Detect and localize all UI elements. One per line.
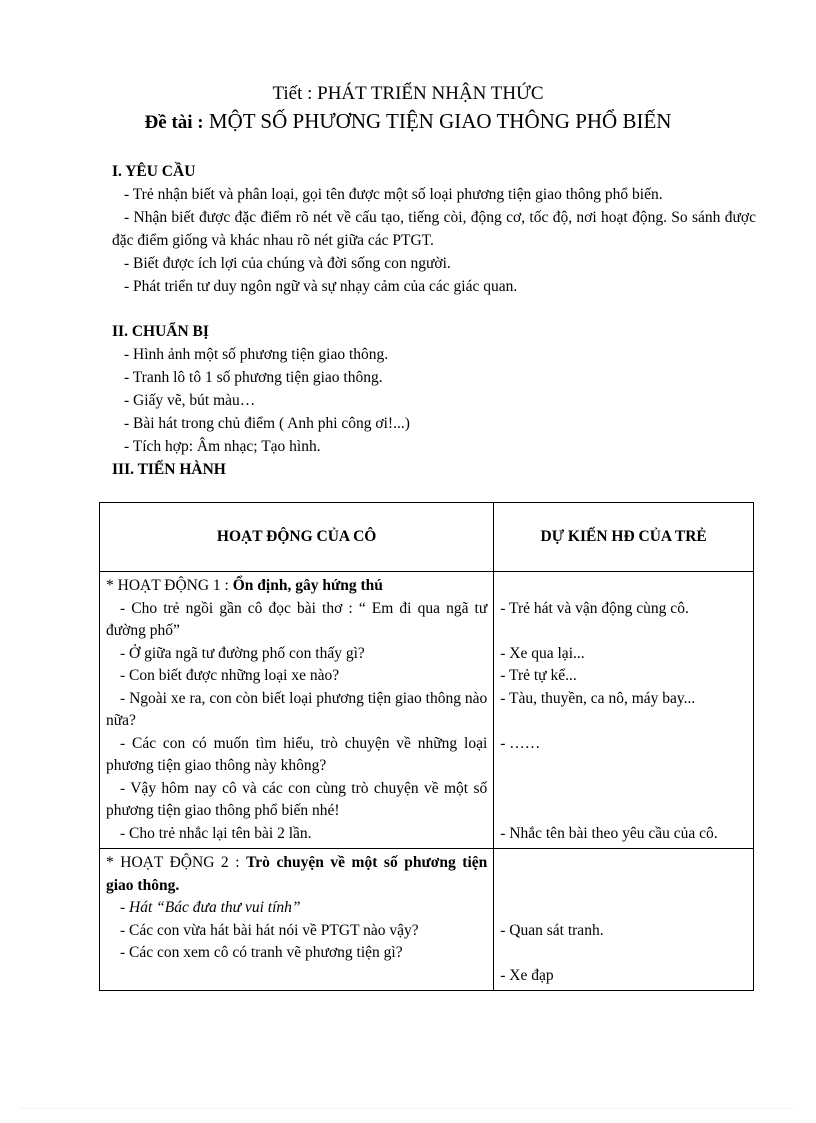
list-item: - Trẻ tự kể...	[500, 667, 577, 684]
section-heading: I. YÊU CẦU	[112, 163, 196, 180]
list-item: - Con biết được những loại xe nào?	[120, 667, 340, 684]
list-item: - Nhận biết được đặc điểm rõ nét về cấu tạo, tiếng còi, động cơ, tốc độ, nơi hoạt động. So sánh được đặc điểm giống và khác nhau rõ nét giữa các PTGT.	[112, 209, 756, 249]
list-item: - Hình ảnh một số phương tiện giao thông.	[124, 346, 389, 363]
column-header-children: DỰ KIẾN HĐ CỦA TRẺ	[494, 503, 754, 572]
activity2-children-cell	[494, 849, 754, 991]
lesson-plan-table	[99, 502, 754, 991]
list-item: - Tàu, thuyền, ca nô, máy bay...	[500, 689, 696, 707]
table-header-row	[100, 503, 754, 572]
activity1-teacher-cell	[100, 572, 494, 849]
list-item: - Xe qua lại...	[500, 644, 585, 662]
activity1-children-cell	[494, 572, 754, 849]
activity2-teacher-cell	[100, 849, 494, 991]
section-requirements	[112, 160, 756, 298]
list-item: - Các con vừa hát bài hát nói về PTGT nào vậy?	[120, 921, 419, 939]
page-edge	[20, 1108, 796, 1109]
section-preparation	[112, 320, 756, 481]
topic-name: MỘT SỐ PHƯƠNG TIỆN GIAO THÔNG PHỔ BIẾN	[208, 109, 672, 133]
list-item: - Các con có muốn tìm hiểu, trò chuyện về những loại phương tiện giao thông này không?	[106, 734, 488, 774]
table-row	[100, 572, 754, 849]
topic-prefix: Đề tài :	[144, 112, 204, 133]
section-heading: II. CHUẨN BỊ	[112, 323, 209, 340]
list-item: - Tích hợp: Âm nhạc; Tạo hình.	[124, 438, 321, 455]
topic-title	[0, 108, 816, 136]
list-item: - Xe đạp	[500, 966, 554, 984]
list-item: - Vậy hôm nay cô và các con cùng trò chuyện về một số phương tiện giao thông phổ biến nhé!	[106, 779, 488, 819]
list-item: - Biết được ích lợi của chúng và đời sống con người.	[124, 255, 451, 272]
list-item: - ……	[500, 734, 541, 752]
song-line: - Hát “Bác đưa thư vui tính”	[120, 899, 301, 916]
activity-title: Ổn định, gây hứng thú	[232, 577, 383, 594]
activity-title: Trò chuyện về một số phương tiện giao thông.	[106, 854, 488, 894]
list-item: - Nhắc tên bài theo yêu cầu của cô.	[500, 824, 718, 842]
list-item: - Ngoài xe ra, con còn biết loại phương tiện giao thông nào nữa?	[106, 689, 488, 729]
activity2-heading	[106, 852, 487, 897]
list-item: - Quan sát tranh.	[500, 921, 604, 939]
table-row	[100, 849, 754, 991]
activity1-heading	[106, 575, 487, 598]
lesson-title: Tiết : PHÁT TRIỂN NHẬN THỨC	[272, 83, 544, 104]
list-item: - Các con xem cô có tranh vẽ phương tiện gì?	[120, 944, 403, 961]
list-item: - Tranh lô tô 1 số phương tiện giao thông.	[124, 369, 383, 386]
column-header-teacher: HOẠT ĐỘNG CỦA CÔ	[100, 503, 494, 572]
list-item: - Ở giữa ngã tư đường phố con thấy gì?	[120, 644, 365, 662]
activity-label: * HOẠT ĐỘNG 2 :	[106, 854, 240, 871]
list-item: - Cho trẻ ngồi gần cô đọc bài thơ : “ Em đi qua ngã tư đường phố”	[106, 599, 488, 639]
list-item: - Trẻ nhận biết và phân loại, gọi tên được một số loại phương tiện giao thông phổ biến.	[124, 186, 663, 203]
activity-label: * HOẠT ĐỘNG 1 :	[106, 577, 229, 594]
section-heading: III. TIẾN HÀNH	[112, 461, 226, 478]
list-item: - Bài hát trong chủ điểm ( Anh phi công ơi!...)	[124, 415, 410, 432]
list-item: - Giấy vẽ, bút màu…	[124, 392, 256, 409]
list-item: - Phát triển tư duy ngôn ngữ và sự nhạy cảm của các giác quan.	[124, 278, 518, 295]
list-item: - Cho trẻ nhắc lại tên bài 2 lần.	[120, 824, 312, 842]
list-item: - Trẻ hát và vận động cùng cô.	[500, 599, 689, 617]
